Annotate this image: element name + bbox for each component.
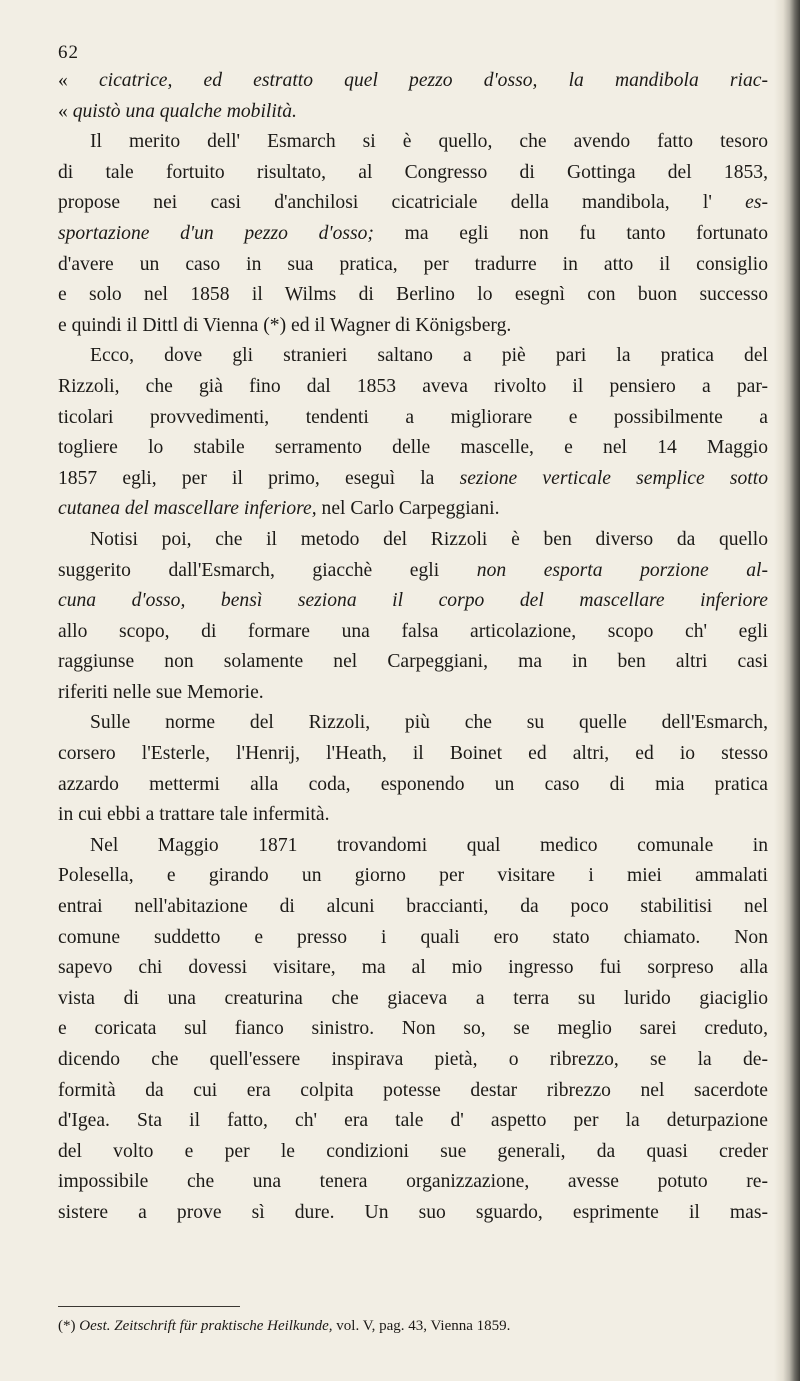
text-line	[58, 341, 768, 372]
text-line	[58, 280, 768, 311]
text-line	[58, 1045, 768, 1076]
text-run: d'avere un caso in sua pratica, per tradurre in atto il consiglio	[58, 253, 768, 275]
text-run: nel Carlo Carpeggiani.	[316, 498, 500, 520]
text-run: raggiunse non solamente nel Carpeggiani, ma in ben altri casi	[58, 651, 768, 673]
text-run: d'Igea. Sta il fatto, ch' era tale d' aspetto per la deturpazione	[58, 1110, 768, 1132]
text-line	[58, 219, 768, 250]
text-run: Ecco, dove gli stranieri saltano a piè pari la pratica del	[90, 345, 768, 367]
text-line	[58, 464, 768, 495]
text-run: sistere a prove sì dure. Un suo sguardo, esprimente il mas-	[58, 1201, 768, 1223]
text-run: ma egli non fu tanto fortunato	[373, 222, 768, 244]
text-run: Notisi poi, che il metodo del Rizzoli è ben diverso da quello	[90, 528, 768, 550]
text-line	[58, 372, 768, 403]
text-run: in cui ebbi a trattare tale infermità.	[58, 804, 330, 826]
text-line	[58, 617, 768, 648]
text-run: di tale fortuito risultato, al Congresso di Gottinga del 1853,	[58, 161, 768, 183]
footnote-text: vol. V, pag. 43, Vienna 1859.	[332, 1318, 511, 1334]
text-line	[58, 953, 768, 984]
italic-text: cicatrice, ed estratto quel pezzo d'osso, la mandibola riac-	[98, 70, 768, 91]
text-run: «	[58, 100, 73, 122]
text-line	[58, 861, 768, 892]
footnote-italic-text: Oest. Zeitschrift für praktische Heilkunde,	[79, 1318, 333, 1334]
text-line	[58, 1167, 768, 1198]
page-edge-shadow	[774, 0, 800, 1381]
text-line	[58, 1106, 768, 1137]
text-run: ticolari provvedimenti, tendenti a migliorare e possibilmente a	[58, 406, 768, 428]
text-line	[58, 800, 768, 831]
text-line	[58, 433, 768, 464]
text-line	[58, 923, 768, 954]
text-run: e coricata sul fianco sinistro. Non so, se meglio sarei creduto,	[58, 1018, 768, 1040]
text-run: Il merito dell' Esmarch si è quello, che avendo fatto tesoro	[90, 131, 768, 153]
text-run: dicendo che quell'essere inspirava pietà, o ribrezzo, se la de-	[58, 1049, 768, 1070]
text-line	[58, 1137, 768, 1168]
text-line	[58, 556, 768, 587]
text-line	[58, 188, 768, 219]
italic-text: cutanea del mascellare inferiore,	[58, 498, 317, 520]
text-line	[58, 403, 768, 434]
text-line	[58, 494, 768, 525]
text-run: suggerito dall'Esmarch, giacchè egli	[58, 559, 477, 581]
text-line	[58, 127, 768, 158]
text-run: azzardo mettermi alla coda, esponendo un caso di mia pratica	[58, 773, 768, 795]
text-line	[58, 831, 768, 862]
text-line	[58, 250, 768, 281]
italic-text: es-	[745, 192, 768, 214]
text-run: «	[58, 70, 99, 91]
text-line	[58, 66, 768, 97]
text-run: Rizzoli, che già fino dal 1853 aveva rivolto il pensiero a par-	[58, 375, 768, 397]
text-run: sapevo chi dovessi visitare, ma al mio ingresso fui sorpreso alla	[58, 957, 768, 979]
text-run: formità da cui era colpita potesse destar ribrezzo nel sacerdote	[58, 1079, 768, 1101]
text-run: Polesella, e girando un giorno per visitare i miei ammalati	[58, 865, 768, 887]
text-run: e solo nel 1858 il Wilms di Berlino lo esegnì con buon successo	[58, 284, 768, 306]
text-run: Sulle norme del Rizzoli, più che su quelle dell'Esmarch,	[90, 712, 768, 734]
text-run: propose nei casi d'anchilosi cicatriciale della mandibola, l'	[58, 192, 746, 214]
text-line	[58, 158, 768, 189]
text-run: vista di una creaturina che giaceva a terra su lurido giaciglio	[58, 987, 768, 1009]
text-line	[58, 770, 768, 801]
text-line	[58, 97, 768, 128]
text-run: riferiti nelle sue Memorie.	[58, 681, 264, 703]
text-run: 1857 egli, per il primo, eseguì la	[58, 467, 460, 489]
footnote-rule	[58, 1306, 240, 1307]
body-text	[58, 66, 768, 1229]
italic-text: cuna d'osso, bensì seziona il corpo del mascellare inferiore	[58, 590, 768, 612]
text-line	[58, 647, 768, 678]
text-line	[58, 1198, 768, 1229]
italic-text: non esporta porzione al-	[476, 559, 768, 581]
text-run: del volto e per le condizioni sue generali, da quasi creder	[58, 1140, 768, 1162]
footnote-marker: (*)	[58, 1318, 80, 1334]
text-run: Nel Maggio 1871 trovandomi qual medico comunale in	[90, 834, 768, 856]
italic-text: sezione verticale semplice sotto	[459, 467, 768, 489]
italic-text: sportazione d'un pezzo d'osso;	[58, 222, 374, 244]
text-run: impossibile che una tenera organizzazione, avesse potuto re-	[58, 1171, 768, 1193]
text-line	[58, 1014, 768, 1045]
text-line	[58, 1076, 768, 1107]
text-run: corsero l'Esterle, l'Henrij, l'Heath, il Boinet ed altri, ed io stesso	[58, 743, 768, 765]
page-number: 62	[58, 42, 79, 63]
text-line	[58, 311, 768, 342]
text-run: e quindi il Dittl di Vienna (*) ed il Wagner di Königsberg.	[58, 314, 512, 336]
text-run: entrai nell'abitazione di alcuni braccianti, da poco stabilitisi nel	[58, 896, 768, 918]
text-run: comune suddetto e presso i quali ero stato chiamato. Non	[58, 926, 768, 948]
text-line	[58, 892, 768, 923]
text-run: allo scopo, di formare una falsa articolazione, scopo ch' egli	[58, 620, 768, 642]
text-line	[58, 586, 768, 617]
text-line	[58, 678, 768, 709]
footnote	[58, 1314, 770, 1338]
text-line	[58, 525, 768, 556]
text-line	[58, 708, 768, 739]
text-line	[58, 984, 768, 1015]
text-run: togliere lo stabile serramento delle mascelle, e nel 14 Maggio	[58, 437, 768, 459]
text-line	[58, 739, 768, 770]
italic-text: quistò una qualche mobilità.	[72, 100, 297, 122]
